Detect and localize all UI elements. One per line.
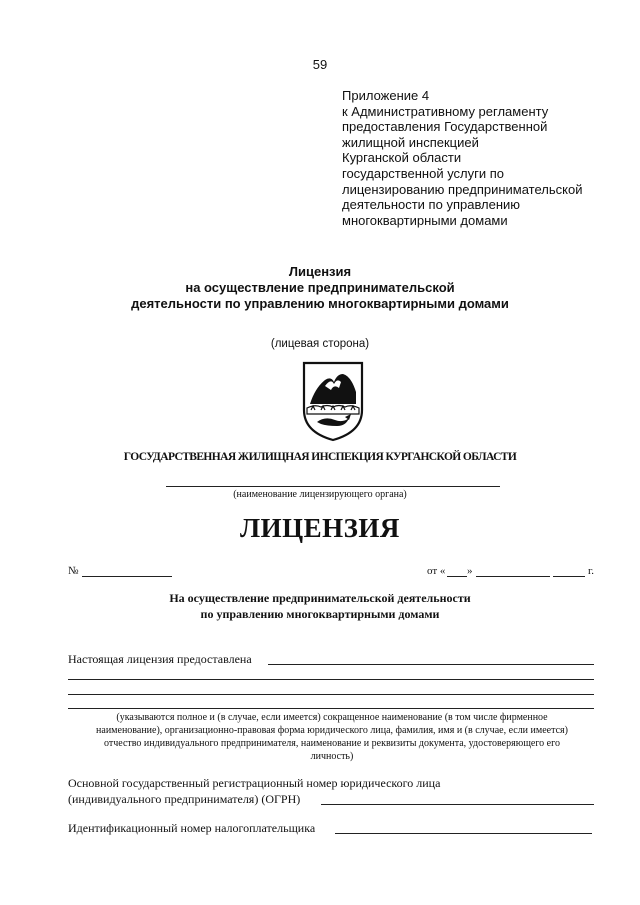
license-subject	[0, 590, 640, 622]
granted-to-field[interactable]	[268, 664, 594, 665]
granted-to-hint	[68, 711, 596, 763]
appendix-line: Приложение 4	[342, 88, 430, 103]
granted-to-field-line-3[interactable]	[68, 694, 594, 695]
appendix-line: Курганской области	[342, 150, 462, 166]
license-subject-line: по управлению многоквартирными домами	[200, 607, 440, 621]
ogrn-label-line-1: Основной государственный регистрационный номер юридического лица	[68, 776, 441, 790]
inn-label: Идентификационный номер налогоплательщика	[68, 821, 316, 835]
appendix-line: многоквартирными домами	[342, 212, 508, 228]
granted-to-hint-line: отчество индивидуального предпринимателя, наименование и реквизиты документа, удостоверяющего его	[104, 738, 560, 749]
coat-of-arms-icon	[301, 360, 365, 442]
appendix-line: деятельности по управлению	[342, 197, 521, 213]
appendix-block	[342, 88, 612, 228]
granted-to-field-line-4[interactable]	[68, 708, 594, 709]
licensing-body-caption: (наименование лицензирующего органа)	[233, 489, 407, 500]
year-suffix: г.	[588, 565, 595, 577]
appendix-line: лицензированию предпринимательской	[342, 181, 583, 197]
year-field[interactable]	[553, 576, 585, 577]
licensing-body-name: ГОСУДАРСТВЕННАЯ ЖИЛИЩНАЯ ИНСПЕКЦИЯ КУРГАНСКОЙ ОБЛАСТИ	[123, 451, 517, 463]
ogrn-field[interactable]	[321, 804, 594, 805]
number-field[interactable]	[82, 576, 172, 577]
appendix-line: государственной услуги по	[342, 165, 505, 181]
day-field[interactable]	[447, 576, 467, 577]
document-title-line: деятельности по управлению многоквартирными домами	[131, 296, 509, 311]
appendix-line: предоставления Государственной	[342, 119, 548, 135]
date-close-quote: »	[467, 565, 473, 577]
inn-field[interactable]	[335, 833, 592, 834]
document-title-line: Лицензия	[288, 264, 352, 279]
page-number: 59	[312, 57, 328, 72]
granted-to-hint-line: личность)	[310, 751, 354, 762]
document-title-line: на осуществление предпринимательской	[185, 280, 455, 295]
granted-to-label: Настоящая лицензия предоставлена	[68, 652, 252, 666]
granted-to-hint-line: наименование), организационно-правовая форма юридического лица, фамилия, имя и (в случае, если имеется)	[96, 725, 568, 736]
license-subject-line: На осуществление предпринимательской деятельности	[169, 591, 471, 605]
month-field[interactable]	[476, 576, 550, 577]
license-heading: ЛИЦЕНЗИЯ	[240, 513, 400, 543]
document-title	[0, 264, 640, 312]
side-label: (лицевая сторона)	[270, 338, 370, 350]
licensing-body-rule	[166, 486, 500, 487]
appendix-line: к Административному регламенту	[342, 103, 549, 119]
appendix-line: жилищной инспекцией	[342, 134, 479, 150]
number-sign: №	[68, 565, 79, 577]
date-open-label: от «	[427, 565, 446, 577]
granted-to-field-line-2[interactable]	[68, 679, 594, 680]
granted-to-hint-line: (указываются полное и (в случае, если имеется) сокращенное наименование (в том числе фирменное	[116, 712, 548, 723]
ogrn-label-line-2: (индивидуального предпринимателя) (ОГРН)	[68, 792, 301, 806]
